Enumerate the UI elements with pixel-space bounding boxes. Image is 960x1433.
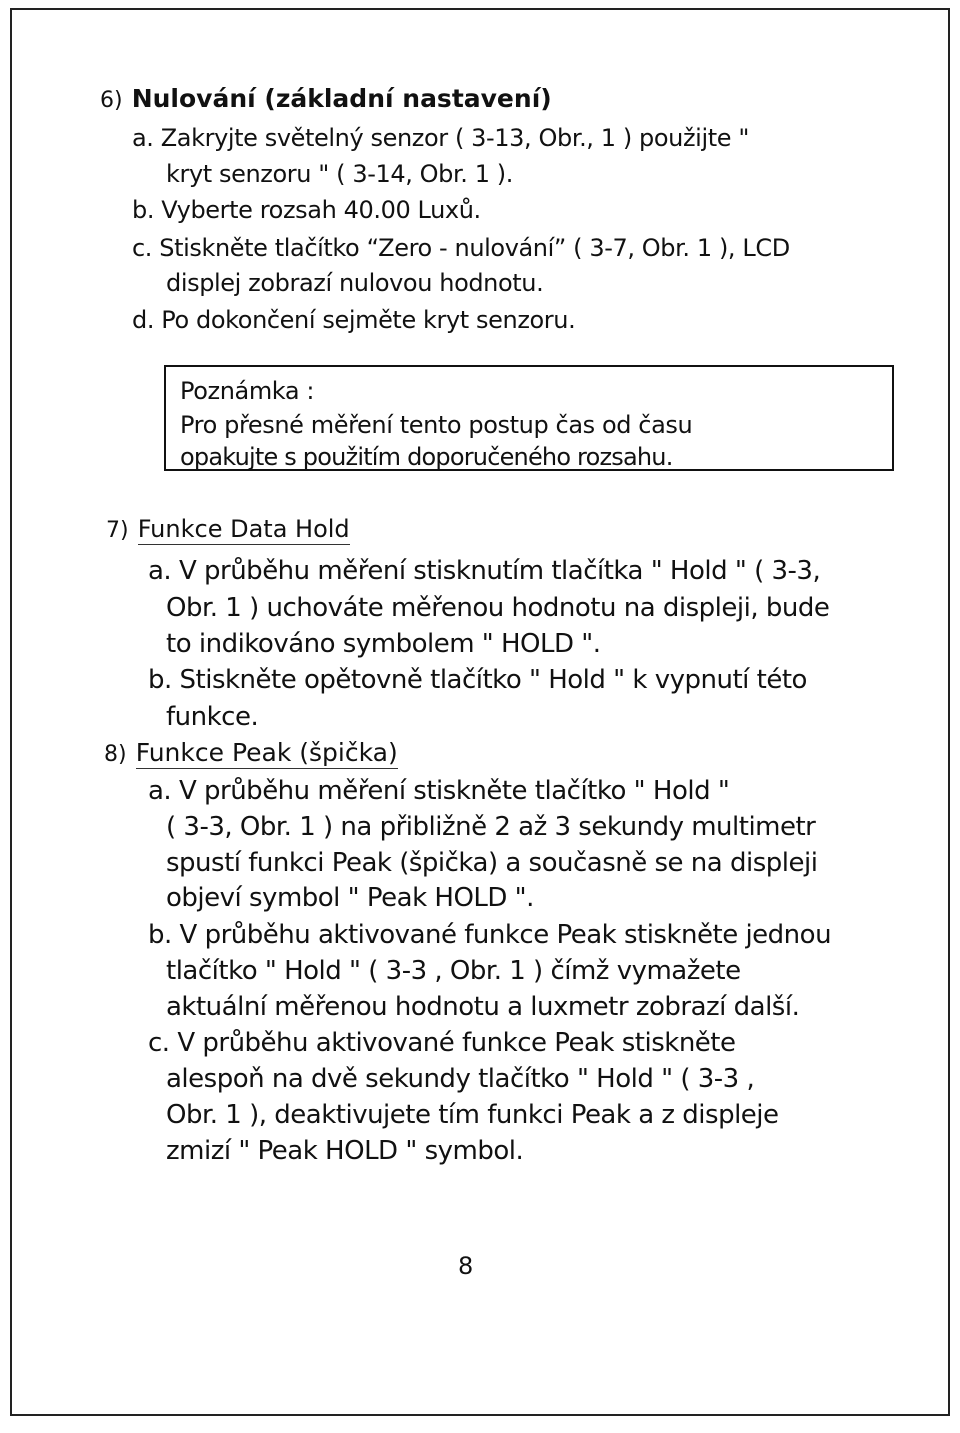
note-line: Pro přesné měření tento postup čas od času — [180, 411, 693, 439]
section-8-line: ( 3-3, Obr. 1 ) na přibližně 2 až 3 sekundy multimetr — [166, 812, 816, 842]
section-number: 7) — [106, 518, 129, 543]
section-6-heading — [100, 84, 552, 113]
section-8-line: Obr. 1 ), deaktivujete tím funkci Peak a z displeje — [166, 1100, 779, 1130]
section-6-line: d. Po dokončení sejměte kryt senzoru. — [132, 306, 576, 334]
section-title: Nulování (základní nastavení) — [131, 84, 552, 113]
section-7-line: a. V průběhu měření stisknutím tlačítka " Hold " ( 3-3, — [148, 556, 821, 586]
section-6-line: c. Stiskněte tlačítko “Zero - nulování” ( 3-7, Obr. 1 ), LCD — [132, 234, 790, 262]
section-title: Funkce Data Hold — [137, 515, 350, 543]
page-number: 8 — [458, 1252, 474, 1280]
section-8-line: c. V průběhu aktivované funkce Peak stiskněte — [148, 1028, 736, 1058]
section-8-heading — [104, 738, 398, 767]
section-6-line: kryt senzoru " ( 3-14, Obr. 1 ). — [166, 160, 514, 188]
section-6-line: a. Zakryjte světelný senzor ( 3-13, Obr., 1 ) použijte " — [132, 124, 749, 152]
manual-page — [10, 8, 950, 1416]
section-7-line: funkce. — [166, 702, 259, 732]
section-8-line: zmizí " Peak HOLD " symbol. — [166, 1136, 524, 1166]
section-7-heading — [106, 515, 350, 543]
section-7-line: Obr. 1 ) uchováte měřenou hodnotu na displeji, bude — [166, 593, 830, 623]
section-title: Funkce Peak (špička) — [135, 738, 398, 767]
section-6-line: b. Vyberte rozsah 40.00 Luxů. — [132, 196, 481, 224]
section-8-line: b. V průběhu aktivované funkce Peak stiskněte jednou — [148, 920, 832, 950]
section-8-line: aktuální měřenou hodnotu a luxmetr zobrazí další. — [166, 992, 800, 1022]
section-6-line: displej zobrazí nulovou hodnotu. — [166, 269, 544, 297]
note-line: opakujte s použitím doporučeného rozsahu. — [180, 443, 673, 471]
section-8-line: objeví symbol " Peak HOLD ". — [166, 883, 534, 913]
section-7-line: to indikováno symbolem " HOLD ". — [166, 629, 601, 659]
section-8-line: tlačítko " Hold " ( 3-3 , Obr. 1 ) čímž vymažete — [166, 956, 741, 986]
section-number: 6) — [100, 88, 123, 113]
note-box — [164, 365, 894, 471]
section-8-line: alespoň na dvě sekundy tlačítko " Hold " ( 3-3 , — [166, 1064, 755, 1094]
section-8-line: a. V průběhu měření stiskněte tlačítko " Hold " — [148, 776, 730, 806]
section-7-line: b. Stiskněte opětovně tlačítko " Hold " k vypnutí této — [148, 665, 807, 695]
section-number: 8) — [104, 742, 127, 767]
section-8-line: spustí funkci Peak (špička) a současně se na displeji — [166, 848, 818, 878]
note-label: Poznámka : — [180, 377, 315, 405]
